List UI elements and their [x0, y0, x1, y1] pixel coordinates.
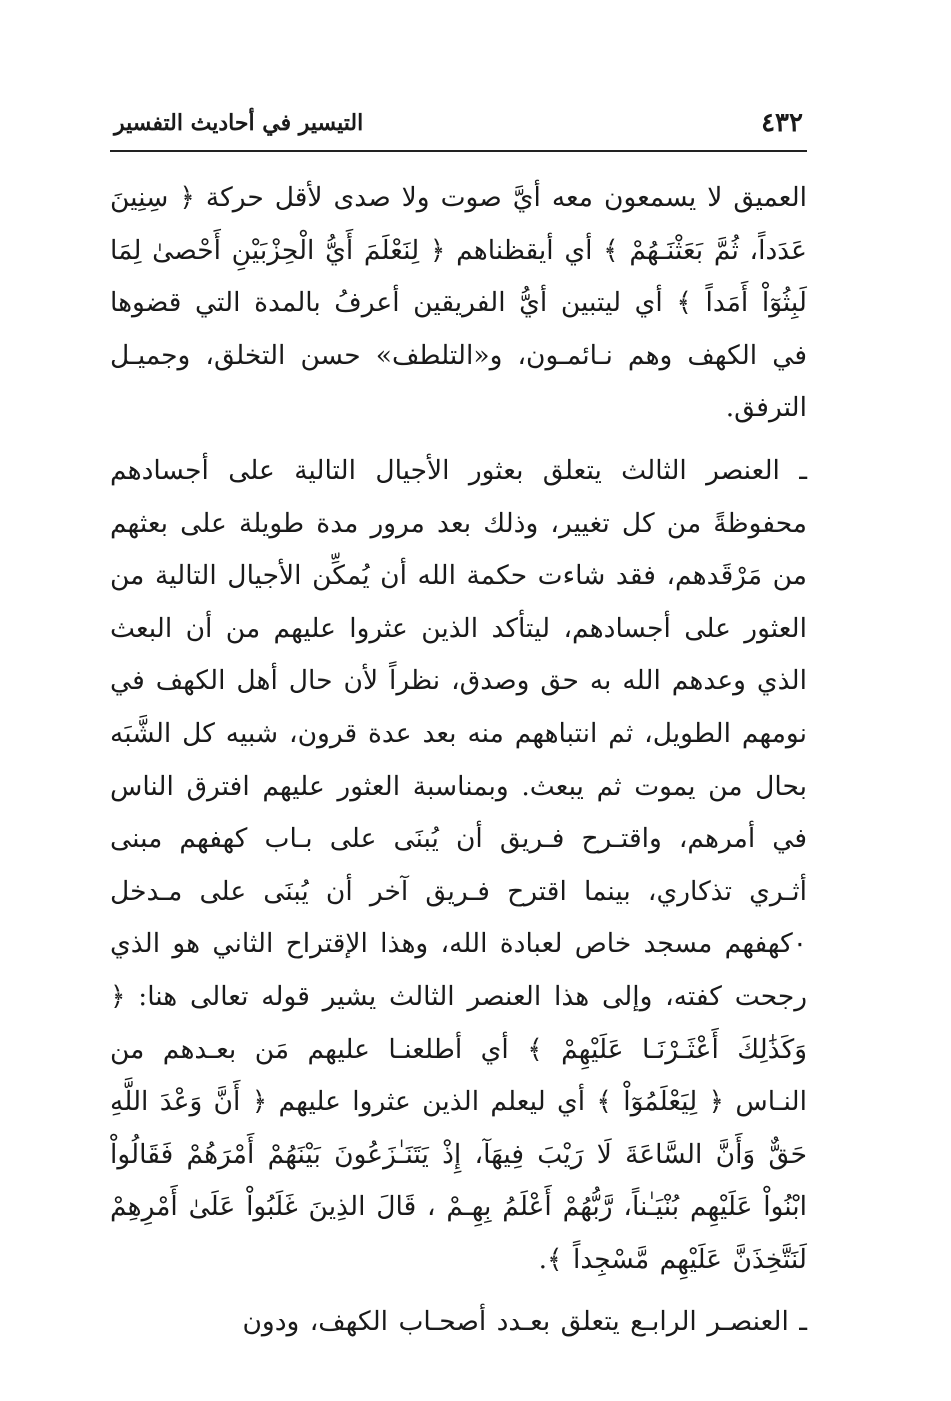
body-text — [110, 172, 807, 1349]
page-number: ٤٣٢ — [761, 108, 803, 138]
paragraph-1: العميق لا يسمعون معه أيَّ صوت ولا صدى لأقل حركة ﴿ سِنِينَ عَدَداً، ثُمَّ بَعَثْنَـهُمْ ﴾ أي أيقظناهم ﴿ لِنَعْلَمَ أَيُّ الْحِزْبَيْنِ أَحْصىٰ لِمَا لَبِثُوٓاْ أَمَداً ﴾ أي ليتبين أيُّ الفريقين أعرفُ بالمدة التي قضوها في الكهف وهم نـائمـون، و«التلطف» حسن التخلق، وجميـل الترفق. — [110, 182, 807, 424]
running-title: التيسير في أحاديث التفسير — [114, 110, 364, 136]
page-header — [110, 108, 807, 152]
paragraph-3: ـ العنصـر الرابـع يتعلق بعـدد أصحـاب الكهف، ودون — [242, 1306, 807, 1338]
paragraph-2: ـ العنصر الثالث يتعلق بعثور الأجيال التالية على أجسادهم محفوظةً من كل تغيير، وذلك بعد مرور مدة طويلة على بعثهم من مَرْقَدهم، فقد شاءت حكمة الله أن يُمكِّن الأجيال التالية من العثور على أجسادهم، ليتأكد الذين عثروا عليهم من أن البعث الذي وعدهم الله به حق وصدق، نظراً لأن حال أهل الكهف في نومهم الطويل، ثم انتباههم منه بعد عدة قرون، شبيه كل الشَّبَه بحال من يموت ثم يبعث. وبمناسبة العثور عليهم افترق الناس في أمرهم، واقتـرح فـريق أن يُبنَى على بـاب كهفهم مبنى أثـري تذكاري، بينما اقترح فـريق آخر أن يُبنَى على مـدخل ٠كهفهم مسجد خاص لعبادة الله، وهذا الإقتراح الثاني هو الذي رجحت كفته، وإلى هذا العنصر الثالث يشير قوله تعالى هنا: ﴿ وَكَذَٰلِكَ أَعْثَـرْنَـا عَلَيْهِمْ ﴾ أي أطلعنـا عليهم مَن بعـدهم من النـاس ﴿ لِيَعْلَمُوٓاْ ﴾ أي ليعلم الذين عثروا عليهم ﴿ أَنَّ وَعْدَ اللَّهِ حَقٌّ وَأَنَّ السَّاعَةَ لَا رَيْبَ فِيهَآ، إِذْ يَتَنَـٰزَعُونَ بَيْنَهُمْ أَمْرَهُمْ فَقَالُواْ ابْنُواْ عَلَيْهِم بُنْيَـٰناً، رَّبُّهُمْ أَعْلَمُ بِهِـمْ ، قَالَ الذِينَ غَلَبُواْ عَلَىٰ أَمْرِهِمْ لَنَتَّخِذَنَّ عَلَيْهِم مَّسْجِداً ﴾. — [110, 454, 807, 1275]
